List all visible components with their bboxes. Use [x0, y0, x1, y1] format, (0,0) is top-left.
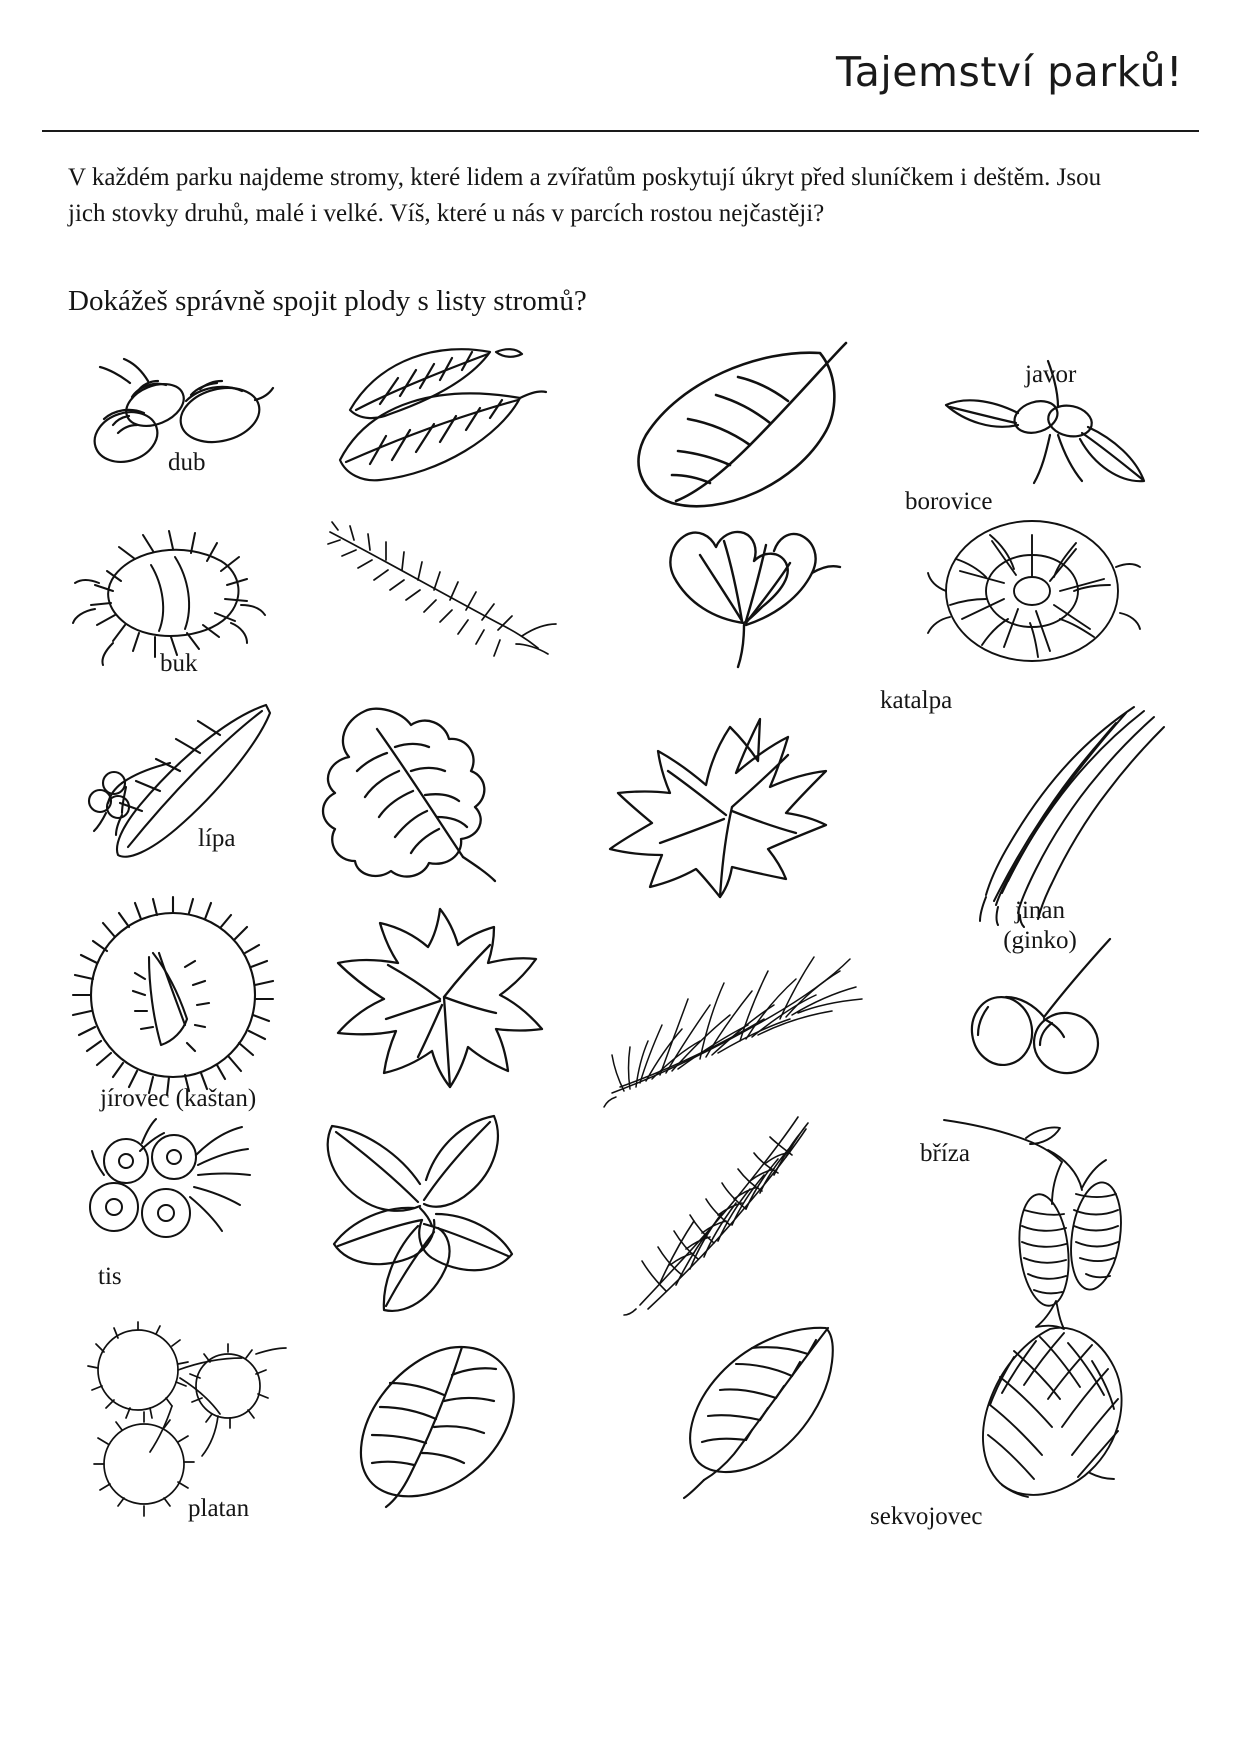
poplar-leaf-icon: [610, 335, 870, 525]
birch-leaf-icon: [640, 1320, 870, 1510]
intro-paragraph: V každém parku najdeme stromy, které lidem a zvířatům poskytují úkryt před sluníčkem i deštěm. Jsou jich stovky druhů, malé i velké. Víš, které u nás v parcích rostou nejčastěji?: [68, 164, 1102, 227]
chestnut-spiky-fruit-icon: [65, 895, 285, 1105]
label-buk: buk: [160, 650, 198, 677]
header-divider: [42, 130, 1199, 132]
linden-leaf-icon: [340, 1335, 560, 1515]
horse-chestnut-leaf-icon: [290, 1110, 560, 1330]
label-katalpa: katalpa: [880, 687, 953, 714]
label-jirovec: jírovec (kaštan): [100, 1085, 257, 1112]
label-lipa: lípa: [198, 825, 236, 852]
plane-balls-fruit-icon: [60, 1320, 290, 1520]
label-javor: javor: [1025, 361, 1077, 388]
linden-bract-fruit-icon: [70, 695, 300, 875]
catalpa-pods-fruit-icon: [920, 705, 1170, 925]
maple-leaf-icon: [600, 715, 850, 895]
sequoia-foliage-leaf-icon: [620, 1105, 850, 1315]
ginkgo-seeds-fruit-icon: [940, 935, 1140, 1095]
pine-needles-leaf-icon: [600, 925, 870, 1105]
label-briza: bříza: [920, 1140, 970, 1167]
task-question: Dokážeš správně spojit plody s listy stromů?: [68, 285, 587, 317]
label-dub: dub: [168, 449, 206, 476]
birch-catkins-fruit-icon: [940, 1110, 1170, 1320]
label-sekvojovec: sekvojovec: [870, 1503, 983, 1530]
oak-leaf-icon: [295, 705, 545, 885]
plane-leaf-icon: [320, 905, 550, 1095]
pine-cone-fruit-icon: [920, 505, 1150, 675]
label-borovice: borovice: [905, 488, 993, 515]
yew-berries-fruit-icon: [70, 1115, 270, 1265]
label-platan: platan: [188, 1495, 250, 1522]
yew-twig-leaf-icon: [310, 520, 560, 670]
sequoia-cone-fruit-icon: [940, 1295, 1160, 1515]
ginkgo-leaf-icon: [640, 515, 860, 675]
beech-leaf-icon: [320, 340, 560, 500]
label-jinan-line2: (ginko): [1003, 927, 1077, 954]
label-tis: tis: [98, 1263, 122, 1290]
matching-grid: [40, 335, 1205, 1725]
page-title: Tajemství parků!: [836, 48, 1183, 96]
label-jinan-line1: jinan: [1015, 897, 1065, 924]
